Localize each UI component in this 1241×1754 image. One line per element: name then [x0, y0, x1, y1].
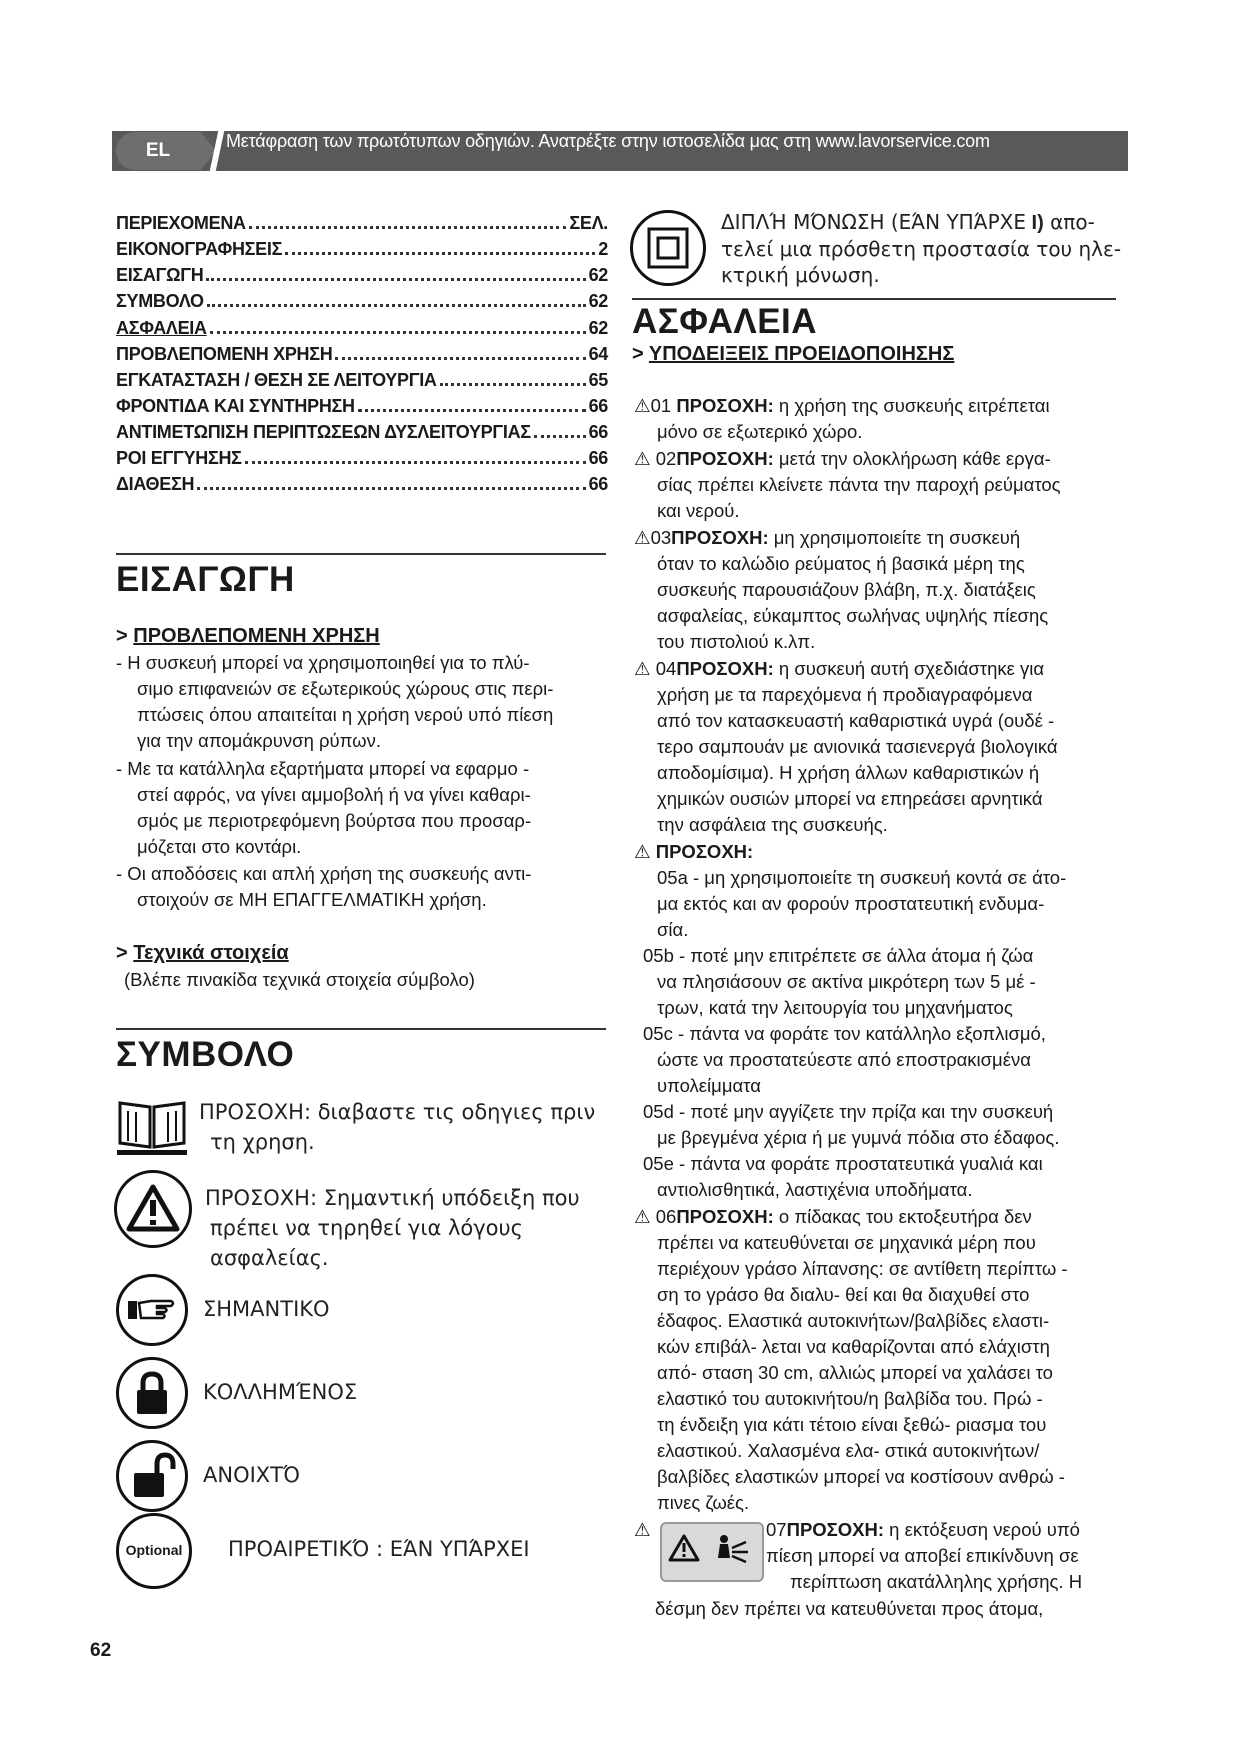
toc-label: ΑΣΦΑΛΕΙΑ [116, 318, 207, 338]
symbol-read-text-2: τη χρηση. [210, 1130, 315, 1154]
optional-badge-label: Optional [125, 1542, 183, 1558]
toc-dots [197, 487, 585, 490]
toc-row[interactable] [116, 365, 608, 391]
safety-line: όταν το καλώδιο ρεύματος ή βασικά μέρη της [657, 553, 1025, 574]
toc-dots [245, 461, 586, 464]
safety-line: 05e - πάντα να φοράτε προστατευτικά γυαλιά και [643, 1153, 1043, 1174]
safety-title: ΑΣΦΑΛΕΙΑ [632, 302, 818, 341]
toc-row[interactable] [116, 469, 608, 495]
safety-line: 05d - ποτέ μην αγγίζετε την πρίζα και την συσκευή [643, 1101, 1054, 1122]
intro-line: πτώσεις όπου απαιτείται η χρήση νερού υπό πίεση [137, 704, 554, 725]
section-divider [116, 553, 606, 555]
warning-triangle-icon: ⚠ [634, 448, 656, 469]
safety-line: αντιολισθητικά, λαστιχένια υποδήματα. [657, 1179, 973, 1200]
safety-subtitle [632, 343, 954, 366]
safety-line: βαλβίδες ελαστικών μπορεί να κοστίσουν ανθρώ - [657, 1466, 1065, 1487]
safety-line: τρων, κατά την λειτουργία του μηχανήματος [657, 997, 1013, 1018]
toc-page: 2 [598, 239, 608, 259]
toc-page: 62 [588, 291, 608, 311]
warning-triangle-icon: ⚠ [634, 1206, 656, 1227]
symbol-locked-text: ΚΟΛΛΗΜΈΝΟΣ [203, 1380, 358, 1404]
safety-line: 05c - πάντα να φοράτε τον κατάλληλο εξοπλισμό, [643, 1023, 1046, 1044]
safety-line: περιέχουν γράσο λίπανσης: σε αντίθετη περίπτω - [657, 1258, 1068, 1279]
double-insulation-line-3: κτρική μόνωση. [721, 263, 880, 287]
safety-line: με βρεγμένα χέρια ή με γυμνά πόδια στο έδαφος. [657, 1127, 1060, 1148]
safety-line: ελαστικού. Χαλασμένα ελα- στικά αυτοκινήτων/ [657, 1440, 1040, 1461]
optional-badge-icon [116, 1513, 192, 1589]
safety-line: υπολείμματα [657, 1075, 761, 1096]
toc-label: ΕΙΣΑΓΩΓΗ [116, 265, 204, 285]
safety-line: ασφαλείας, εύκαμπτος σωλήνας υψηλής πίεσης [657, 605, 1049, 626]
safety-line: μόνο σε εξωτερικό χώρο. [657, 421, 863, 442]
toc-row[interactable] [116, 260, 608, 286]
safety-line: δέσμη δεν πρέπει να κατευθύνεται προς άτομα, [655, 1598, 1044, 1619]
safety-item-03: ⚠03ΠΡΟΣΟΧΗ: μη χρησιμοποιείτε τη συσκευή [634, 527, 1021, 548]
header-text: Μετάφραση των πρωτότυπων οδηγιών. Ανατρέξτε στην ιστοσελίδα μας στη www.lavorservice.com [226, 131, 990, 151]
toc-page: 66 [588, 448, 608, 468]
chevron-right-icon: > [632, 343, 649, 365]
toc-dots [335, 357, 585, 360]
toc-dots [285, 252, 595, 255]
open-book-icon [114, 1095, 190, 1157]
symbol-optional-text: ΠΡΟΑΙΡΕΤΙΚΌ : ΕΆΝ ΥΠΆΡΧΕΙ [228, 1537, 530, 1561]
chevron-right-icon: > [116, 942, 134, 964]
safety-line: 05a - μη χρησιμοποιείτε τη συσκευή κοντά σε άτο- [657, 867, 1067, 888]
toc-label: ΠΡΟΒΛΕΠΟΜΕΝΗ ΧΡΗΣΗ [116, 344, 333, 364]
toc-label: ΣΥΜΒΟΛΟ [116, 291, 204, 311]
symbol-open-text: ΑΝΟΙΧΤΌ [203, 1463, 301, 1487]
padlock-open-circle [116, 1440, 188, 1512]
intro-line: στοιχούν σε ΜΗ ΕΠΑΓΓΕΛΜΑΤΙΚΗ χρήση. [137, 889, 487, 910]
safety-line: σία. [657, 919, 689, 940]
intro-line: μόζεται στο κοντάρι. [137, 836, 302, 857]
tech-data-label: Τεχνικά στοιχεία [133, 942, 289, 964]
section-divider [116, 1028, 606, 1030]
toc-dots [207, 304, 586, 307]
toc-label: ΑΝΤΙΜΕΤΩΠΙΣΗ ΠΕΡΙΠΤΩΣΕΩΝ ΔΥΣΛΕΙΤΟΥΡΓΙΑΣ [116, 422, 531, 442]
toc-page: 66 [588, 474, 608, 494]
padlock-locked-icon [119, 1360, 185, 1426]
pointing-hand-circle [116, 1274, 188, 1346]
safety-line: ση το γράσο θα διαλυ- θεί και θα διαχυθεί στο [657, 1284, 1030, 1305]
page-number: 62 [90, 1640, 112, 1661]
symbol-important-text: ΣΗΜΑΝΤΙΚΟ [203, 1297, 330, 1321]
warning-triangle-icon: ⚠ [634, 1519, 651, 1540]
warning-triangle-icon: ⚠ [634, 658, 656, 679]
toc-row[interactable] [116, 443, 608, 469]
symbol-warning-text-3: ασφαλείας. [210, 1246, 329, 1270]
toc-label: ΕΙΚΟΝΟΓΡΑΦΗΣΕΙΣ [116, 239, 283, 259]
safety-caution-heading: ⚠ ΠΡΟΣΟΧΗ: [634, 841, 754, 862]
safety-line: τερο σαμπουάν με ανιονικά τασιενεργά βιολογικά [657, 736, 1058, 757]
warning-circle-icon [114, 1170, 192, 1248]
toc-row[interactable] [116, 391, 608, 417]
safety-line: κών επιβάλ- λεται να καθαρίζονται από ελάχιστη [657, 1336, 1050, 1357]
warnings-heading: ΥΠΟΔΕΙΞΕΙΣ ΠΡΟΕΙΔΟΠΟΙΗΣΗΣ [648, 343, 955, 365]
symbol-warning-text-1: ΠΡΟΣΟΧΗ: Σημαντική υπόδειξη που [205, 1186, 580, 1210]
intro-subtitle [116, 625, 380, 648]
double-insulation-line-1: ΔΙΠΛΉ ΜΌΝΩΣΗ (ΕΆΝ ΥΠΆΡΧΕ I) απο- [721, 210, 1095, 234]
safety-item-06: ⚠ 06ΠΡΟΣΟΧΗ: ο πίδακας του εκτοξευτήρα δεν [634, 1206, 1032, 1227]
double-insulation-line-2: τελεί μια πρόσθετη προστασία του ηλε- [721, 237, 1122, 261]
safety-line: ώστε να προστατεύεστε από εποστρακισμένα [657, 1049, 1031, 1070]
safety-item-04: ⚠ 04ΠΡΟΣΟΧΗ: η συσκευή αυτή σχεδιάστηκε για [634, 658, 1045, 679]
toc-label: ΡΟΙ ΕΓΓΥΗΣΗΣ [116, 448, 242, 468]
safety-line: περίπτωση ακατάλληλης χρήσης. Η [790, 1571, 1083, 1592]
symbol-warning-text-2: πρέπει να τηρηθεί για λόγους [210, 1216, 524, 1240]
toc-page: 62 [588, 318, 608, 338]
double-insulation-icon [633, 213, 703, 283]
toc-dots [249, 226, 567, 229]
safety-item-01: ⚠01 ΠΡΟΣΟΧΗ: η χρήση της συσκευής ειτρέπεται [634, 395, 1050, 416]
toc-page: 65 [588, 370, 608, 390]
section-divider [632, 298, 1116, 300]
intro-line: στεί αφρός, να γίνει αμμοβολή ή να γίνει καθαρι- [137, 784, 531, 805]
safety-line: πίεση μπορεί να αποβεί επικίνδυνη σε [766, 1545, 1079, 1566]
toc-page: 66 [588, 422, 608, 442]
safety-line: ελαστικό του αυτοκινήτου/η βαλβίδα του. Πρώ - [657, 1388, 1043, 1409]
warning-triangle-icon: ⚠ [634, 395, 651, 416]
toc-page: 62 [588, 265, 608, 285]
symbol-read-text-1: ΠΡΟΣΟΧΗ: διαβαστε τις οδηγιες πριν [199, 1100, 596, 1124]
language-badge: EL [116, 132, 200, 170]
safety-line: αποδομίσιμα). Η χρήση άλλων καθαριστικών ή [657, 762, 1040, 783]
padlock-locked-circle [116, 1357, 188, 1429]
pointing-hand-icon [119, 1277, 185, 1343]
tech-data-heading [116, 942, 289, 965]
toc-row[interactable] [116, 286, 608, 312]
toc-dots [206, 278, 585, 281]
warning-triangle-icon: ⚠ [634, 841, 656, 862]
safety-line: από τον κατασκευαστή καθαριστικά υγρά (ουδέ - [657, 710, 1055, 731]
toc-row[interactable] [116, 208, 608, 234]
safety-line: τη ένδειξη για κάτι τέτοιο είναι ξεθώ- ριασμα του [657, 1414, 1047, 1435]
toc-row[interactable] [116, 234, 608, 260]
intro-line: για την απομάκρυνση ρύπων. [137, 730, 381, 751]
intro-line: σιμο επιφανειών σε εξωτερικούς χώρους στις περι- [137, 678, 554, 699]
toc-label: ΠΕΡΙΕΧΟΜΕΝΑ [116, 213, 246, 233]
symbols-title: ΣΥΜΒΟΛΟ [116, 1035, 295, 1074]
toc-label: ΕΓΚΑΤΑΣΤΑΣΗ / ΘΕΣΗ ΣΕ ΛΕΙΤΟΥΡΓΙΑ [116, 370, 437, 390]
safety-line: χρήση με τα παρεχόμενα ή προδιαγραφόμενα [657, 684, 1033, 705]
toc-dots [358, 409, 586, 412]
toc-row[interactable] [116, 417, 608, 443]
safety-line: μα εκτός και αν φορούν προστατευτική ενδυμα- [657, 893, 1045, 914]
safety-line: πινες ζωές. [657, 1492, 750, 1513]
chevron-right-icon: > [116, 625, 134, 647]
safety-line: και νερού. [657, 500, 740, 521]
intended-use-heading: ΠΡΟΒΛΕΠΟΜΕΝΗ ΧΡΗΣΗ [133, 625, 380, 647]
intro-line: - Οι αποδόσεις και απλή χρήση της συσκευής αντι- [116, 863, 532, 884]
safety-line: πρέπει να κατευθύνεται σε μηχανικά μέρη που [657, 1232, 1036, 1253]
water-jet-hazard-pictogram [660, 1522, 764, 1582]
safety-item-07: 07ΠΡΟΣΟΧΗ: η εκτόξευση νερού υπό [766, 1519, 1080, 1540]
safety-line: έδαφος. Ελαστικά αυτοκινήτων/βαλβίδες ελαστι- [657, 1310, 1050, 1331]
toc-dots [440, 383, 586, 386]
safety-line: 05b - ποτέ μην επιτρέπετε σε άλλα άτομα ή ζώα [643, 945, 1034, 966]
safety-line: χημικών ουσιών μπορεί να επηρεάσει αρνητικά [657, 788, 1043, 809]
toc-row[interactable] [116, 313, 608, 339]
intro-line: σμός με περιοτρεφόμενη βούρτσα που προσαρ- [137, 810, 532, 831]
padlock-open-icon [119, 1443, 185, 1509]
toc-page: ΣΕΛ. [569, 213, 608, 233]
safety-item-02: ⚠ 02ΠΡΟΣΟΧΗ: μετά την ολοκλήρωση κάθε εργα- [634, 448, 1051, 469]
safety-line: συσκευής παρουσιάζουν βλάβη, π.χ. διατάξεις [657, 579, 1036, 600]
safety-line: την ασφάλεια της συσκευής. [657, 814, 888, 835]
toc-dots [210, 331, 586, 334]
toc-label: ΦΡΟΝΤΙΔΑ ΚΑΙ ΣΥΝΤΗΡΗΣΗ [116, 396, 355, 416]
toc-row[interactable] [116, 339, 608, 365]
double-insulation-circle [630, 210, 706, 286]
toc-label: ΔΙΑΘΕΣΗ [116, 474, 195, 494]
intro-line: - Η συσκευή μπορεί να χρησιμοποιηθεί για το πλύ- [116, 652, 530, 673]
water-jet-hazard-icon [662, 1524, 762, 1580]
intro-line: - Με τα κατάλληλα εξαρτήματα μπορεί να εφαρμο - [116, 758, 530, 779]
safety-line: του πιστολιού κ.λπ. [657, 631, 816, 652]
toc-page: 66 [588, 396, 608, 416]
tech-data-note: (Βλέπε πινακίδα τεχνικά στοιχεία σύμβολο) [124, 969, 475, 990]
intro-title: ΕΙΣΑΓΩΓΗ [116, 560, 295, 599]
safety-line: από- σταση 30 cm, αλλιώς μπορεί να χαλάσει το [657, 1362, 1053, 1383]
safety-line: να πλησιάσουν σε ακτίνα μικρότερη των 5 μέ - [657, 971, 1036, 992]
toc-page: 64 [588, 344, 608, 364]
toc-dots [534, 435, 586, 438]
safety-line: σίας πρέπει κλείνετε πάντα την παροχή ρεύματος [657, 474, 1061, 495]
warning-triangle-icon: ⚠ [634, 527, 651, 548]
